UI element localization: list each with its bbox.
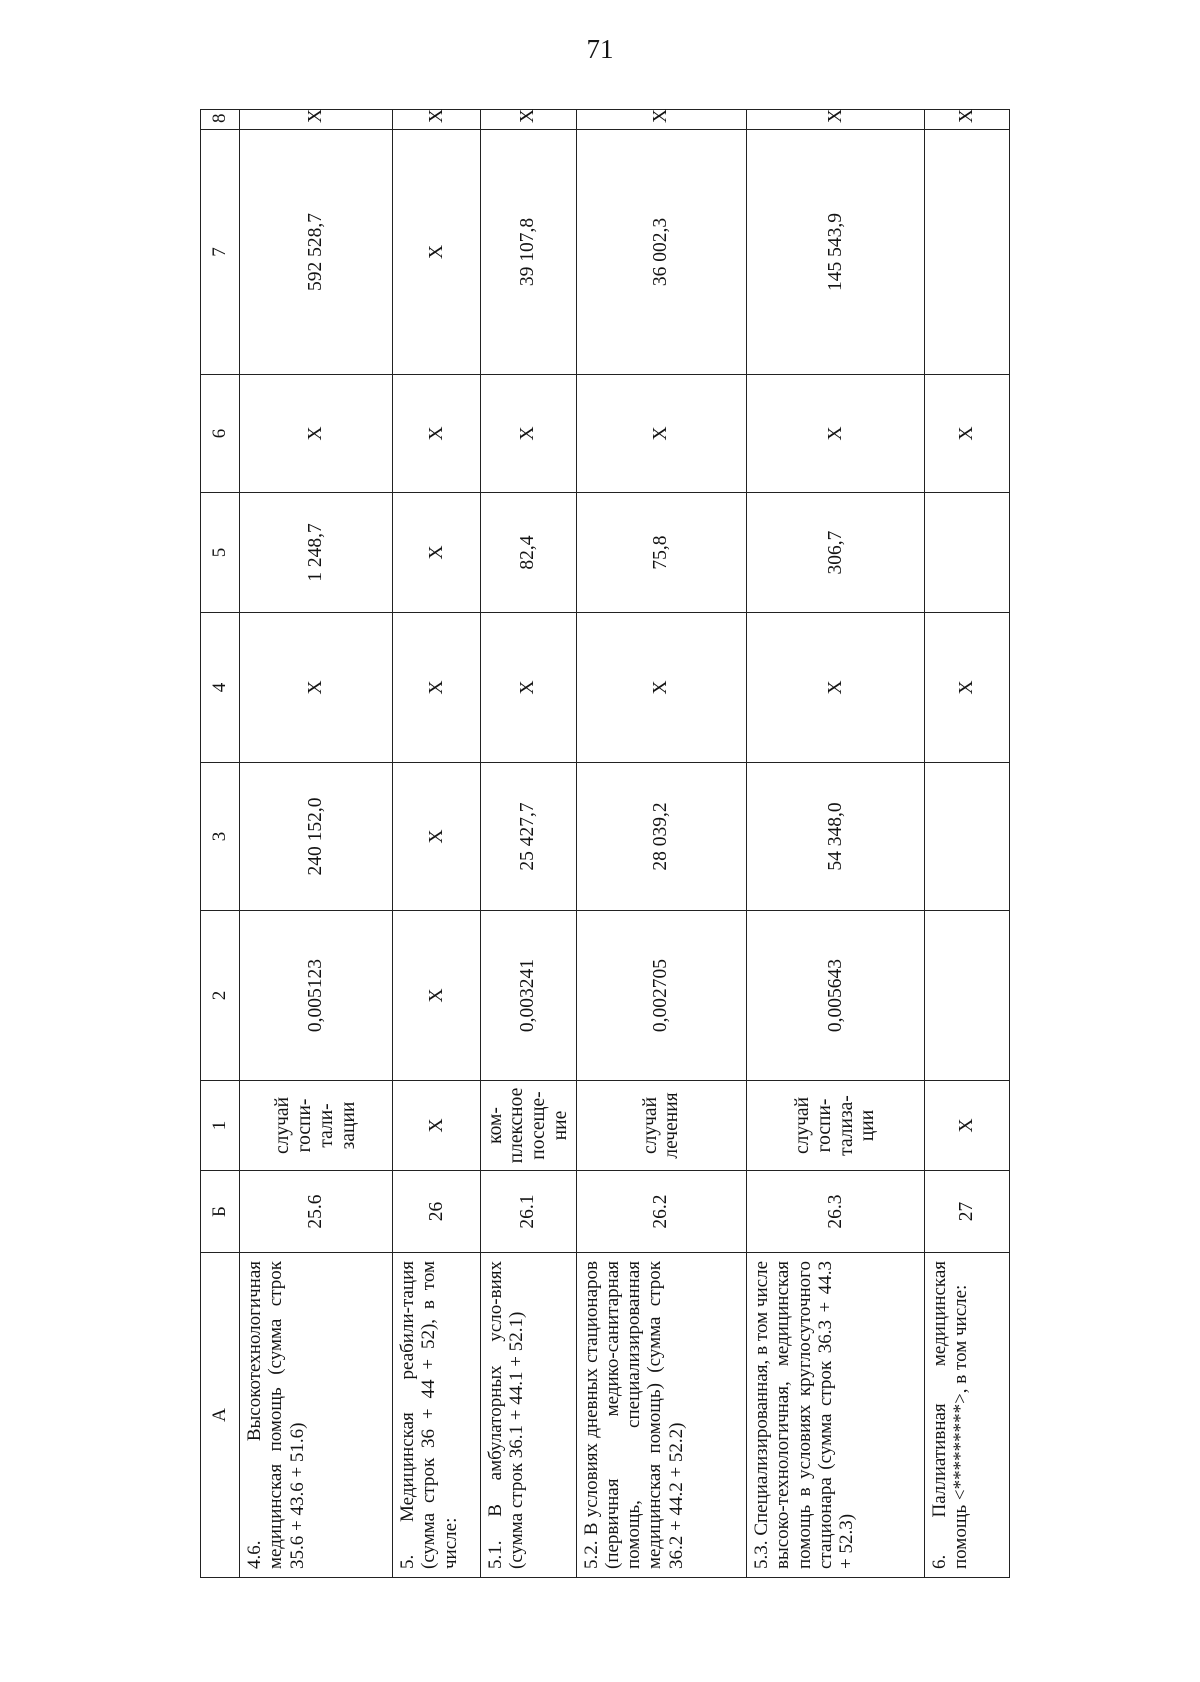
row-unit: X — [393, 1081, 481, 1171]
table-row — [576, 110, 747, 1578]
cell-col-3 — [925, 763, 1010, 911]
table-row — [481, 110, 576, 1578]
cell-col-4: X — [481, 613, 576, 763]
cell-col-7: 36 002,3 — [576, 130, 747, 375]
data-table — [200, 109, 1010, 1578]
header-col-2: 2 — [201, 911, 240, 1081]
cell-col-8: X — [393, 110, 481, 130]
row-unit: ком-плексное посеще-ние — [481, 1081, 576, 1171]
cell-col-4: X — [576, 613, 747, 763]
header-col-b: Б — [201, 1171, 240, 1253]
cell-col-6: X — [240, 375, 393, 493]
cell-col-7: 39 107,8 — [481, 130, 576, 375]
cell-col-3: 240 152,0 — [240, 763, 393, 911]
row-unit: X — [925, 1081, 1010, 1171]
cell-col-5 — [925, 493, 1010, 613]
header-col-5: 5 — [201, 493, 240, 613]
cell-col-6: X — [747, 375, 925, 493]
cell-col-6: X — [481, 375, 576, 493]
cell-col-7: X — [393, 130, 481, 375]
cell-col-2: 0,005123 — [240, 911, 393, 1081]
cell-col-5: 306,7 — [747, 493, 925, 613]
row-name: 5.1. В амбулаторных усло-виях (сумма строк 36.1 + 44.1 + 52.1) — [481, 1253, 576, 1578]
header-col-6: 6 — [201, 375, 240, 493]
cell-col-3: X — [393, 763, 481, 911]
cell-col-7: 145 543,9 — [747, 130, 925, 375]
row-name: 6. Паллиативная медицинская помощь <*********>, в том числе: — [925, 1253, 1010, 1578]
row-name: 4.6. Высокотехнологичная медицинская помощь (сумма строк 35.6 + 43.6 + 51.6) — [240, 1253, 393, 1578]
row-name: 5.3. Специализированная, в том числе высоко-технологичная, медицинская помощь в условиях круглосуточного стационара (сумма строк 36.3 + 44.3 + 52.3) — [747, 1253, 925, 1578]
cell-col-2: 0,005643 — [747, 911, 925, 1081]
cell-col-3: 54 348,0 — [747, 763, 925, 911]
table-row — [925, 110, 1010, 1578]
row-unit: случай госпи-тали-зации — [240, 1081, 393, 1171]
cell-col-7: 592 528,7 — [240, 130, 393, 375]
header-col-3: 3 — [201, 763, 240, 911]
page-number: 71 — [586, 34, 614, 64]
cell-col-6: X — [576, 375, 747, 493]
cell-col-4: X — [240, 613, 393, 763]
cell-col-8: X — [747, 110, 925, 130]
table-row — [240, 110, 393, 1578]
cell-col-3: 25 427,7 — [481, 763, 576, 911]
cell-col-4: X — [925, 613, 1010, 763]
row-code: 26.1 — [481, 1171, 576, 1253]
header-col-1: 1 — [201, 1081, 240, 1171]
cell-col-4: X — [747, 613, 925, 763]
row-code: 26.2 — [576, 1171, 747, 1253]
row-code: 27 — [925, 1171, 1010, 1253]
cell-col-4: X — [393, 613, 481, 763]
row-code: 26 — [393, 1171, 481, 1253]
cell-col-2: X — [393, 911, 481, 1081]
cell-col-2: 0,003241 — [481, 911, 576, 1081]
row-name: 5. Медицинская реабили-тация (сумма строк 36 + 44 + 52), в том числе: — [393, 1253, 481, 1578]
row-code: 26.3 — [747, 1171, 925, 1253]
cell-col-5: 75,8 — [576, 493, 747, 613]
cell-col-8: X — [576, 110, 747, 130]
cell-col-8: X — [925, 110, 1010, 130]
cell-col-8: X — [240, 110, 393, 130]
cell-col-2: 0,002705 — [576, 911, 747, 1081]
cell-col-3: 28 039,2 — [576, 763, 747, 911]
cell-col-6: X — [393, 375, 481, 493]
rotated-table-container — [200, 110, 1010, 1578]
table-row — [747, 110, 925, 1578]
header-row — [201, 110, 240, 1578]
header-col-7: 7 — [201, 130, 240, 375]
cell-col-6: X — [925, 375, 1010, 493]
table-row — [393, 110, 481, 1578]
cell-col-5: 82,4 — [481, 493, 576, 613]
cell-col-2 — [925, 911, 1010, 1081]
cell-col-8: X — [481, 110, 576, 130]
cell-col-7 — [925, 130, 1010, 375]
row-name: 5.2. В условиях дневных стационаров (первичная медико-санитарная помощь, специализированная медицинская помощь) (сумма строк 36.2 + 44.2 + 52.2) — [576, 1253, 747, 1578]
row-code: 25.6 — [240, 1171, 393, 1253]
cell-col-5: 1 248,7 — [240, 493, 393, 613]
header-col-4: 4 — [201, 613, 240, 763]
header-col-a: А — [201, 1253, 240, 1578]
row-unit: случай лечения — [576, 1081, 747, 1171]
row-unit: случай госпи-тализа-ции — [747, 1081, 925, 1171]
cell-col-5: X — [393, 493, 481, 613]
header-col-8: 8 — [201, 110, 240, 130]
